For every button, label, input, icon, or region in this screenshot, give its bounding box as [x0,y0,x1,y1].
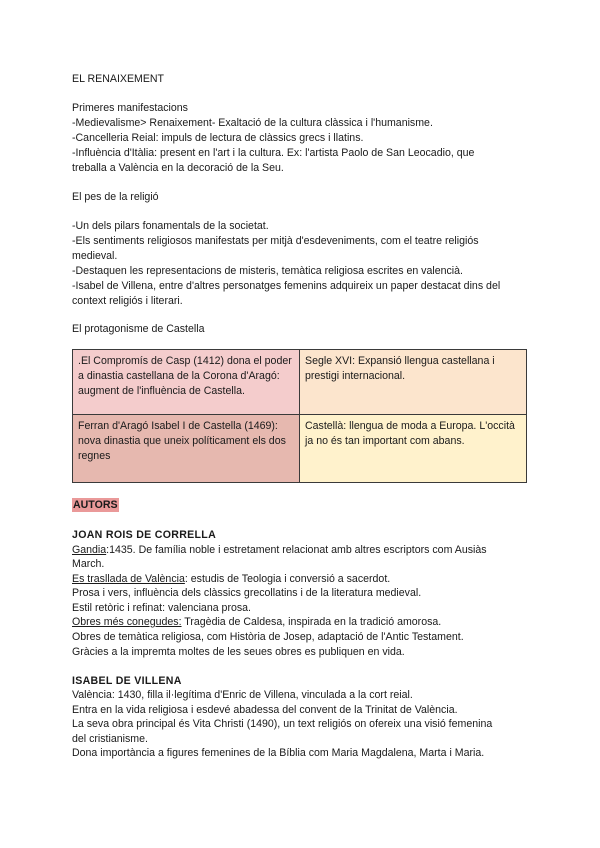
text-line: Es trasllada de València: estudis de Teologia i conversió a sacerdot. [72,573,391,585]
underlined-label: Obres més conegudes: [72,616,182,628]
text-line: -Influència d'Itàlia: present en l'art i la cultura. Ex: l'artista Paolo de San Leocadio, que [72,147,475,159]
text-line: -Isabel de Villena, entre d'altres personatges femenins adquireix un paper destacat dins del [72,280,501,292]
text-line: Entra en la vida religiosa i esdevé abadessa del convent de la Trinitat de València. [72,704,458,716]
table-cell-ferran-isabel: Ferran d'Aragó Isabel I de Castella (1469): nova dinastia que uneix políticament els dos regnes [73,415,300,483]
text-line: Gràcies a la impremta moltes de les seues obres es publiquen en vida. [72,646,405,658]
text-line: Prosa i vers, influència dels clàssics grecollatins i de la literatura medieval. [72,587,422,599]
autors-label: AUTORS [73,499,118,511]
underlined-label: Es trasllada de València [72,573,185,585]
text-line: del cristianisme. [72,733,148,745]
section-heading-primeres: Primeres manifestacions [72,102,188,114]
section-heading-castella: El protagonisme de Castella [72,323,205,335]
author-name-villena: ISABEL DE VILLENA [72,675,182,687]
text-line: Gandia:1435. De família noble i estretament relacionat amb altres escriptors com Ausiàs [72,544,487,556]
underlined-label: Gandia [72,544,107,556]
text-line: Dona importància a figures femenines de la Bíblia com Maria Magdalena, Marta i Maria. [72,747,485,759]
doc-title: EL RENAIXEMENT [72,73,165,85]
text-line: treballa a València en la decoració de la Seu. [72,162,284,174]
castella-table [72,349,527,483]
text-line: -Destaquen les representacions de misteris, temàtica religiosa escrites en valencià. [72,265,463,277]
section-heading-religio: El pes de la religió [72,191,159,203]
text-line: context religiós i literari. [72,295,183,307]
text-line: Obres més conegudes: Tragèdia de Caldesa, inspirada en la tradició amorosa. [72,616,442,628]
text-line: medieval. [72,250,118,262]
table-cell-castella-moda: Castellà: llengua de moda a Europa. L'occità ja no és tan important com abans. [300,415,527,483]
text-line: March. [72,558,105,570]
table-cell-casp: .El Compromís de Casp (1412) dona el poder a dinastia castellana de la Corona d'Aragó: augment de l'influència de Castella. [73,350,300,415]
text-line: La seva obra principal és Vita Christi (1490), un text religiós on ofereix una visió femenina [72,718,493,730]
text-line: València: 1430, filla il·legítima d'Enric de Villena, vinculada a la cort reial. [72,689,413,701]
text-line: Obres de temàtica religiosa, com Història de Josep, adaptació de l'Antic Testament. [72,631,464,643]
table-cell-segle-xvi: Segle XVI: Expansió llengua castellana i prestigi internacional. [300,350,527,415]
text-line: -Un dels pilars fonamentals de la societat. [72,220,269,232]
text-line: -Els sentiments religiosos manifestats per mitjà d'esdeveniments, com el teatre religiós [72,235,479,247]
text-line: Estil retòric i refinat: valenciana prosa. [72,602,251,614]
text-line: -Cancelleria Reial: impuls de lectura de clàssics grecs i llatins. [72,132,364,144]
author-name-rois: JOAN ROIS DE CORRELLA [72,529,217,541]
text-line: -Medievalisme> Renaixement- Exaltació de la cultura clàssica i l'humanisme. [72,117,433,129]
